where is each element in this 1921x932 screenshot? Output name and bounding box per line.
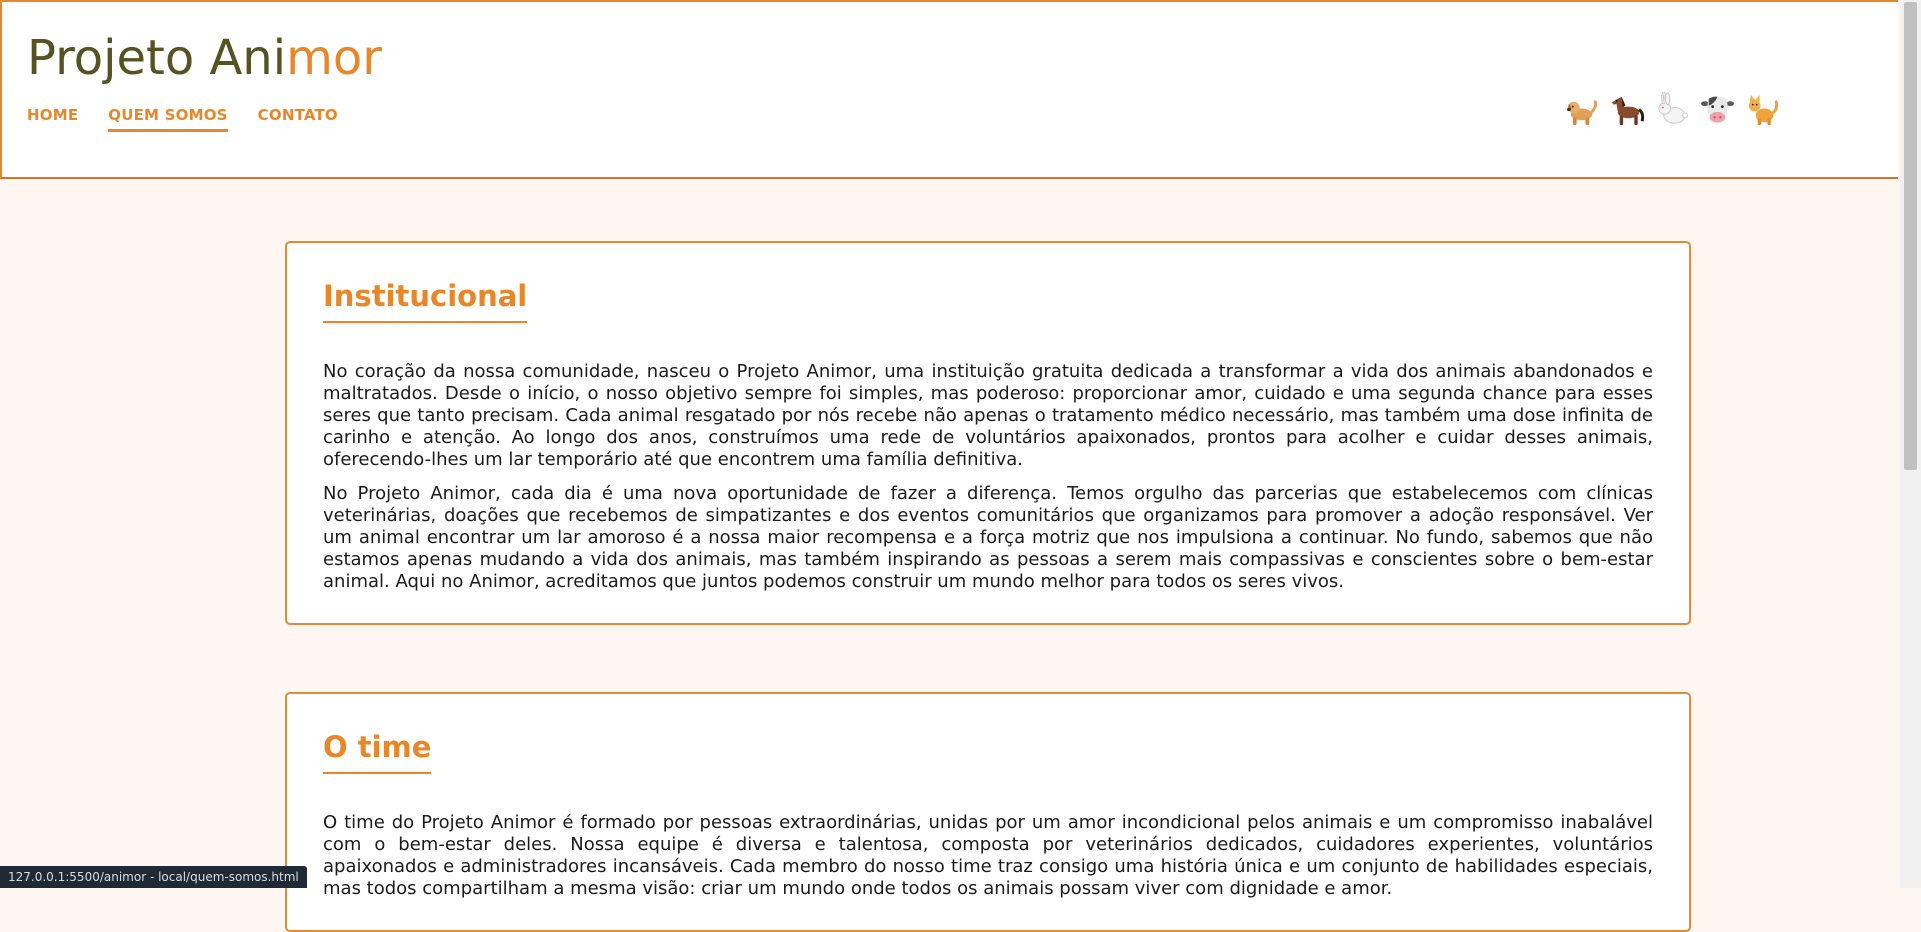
institucional-paragraph: No Projeto Animor, cada dia é uma nova oportunidade de fazer a diferença. Temos orgulho das parcerias que estabelecemos com clínicas veterinárias, doações que recebemos de simpatizantes e dos eventos comunitários que organizamos para promover a adoção responsável. Ver um animal encontrar um lar amoroso é a nossa maior recompensa e a força motriz que nos impulsiona a continuar. No fundo, sabemos que não estamos apenas mudando a vida dos animais, mas também inspirando as pessoas a serem mais compassivas e conscientes sobre o bem-estar animal. Aqui no Animor, acreditamos que juntos podemos construir um mundo melhor para todos os seres vivos. — [323, 483, 1653, 592]
time-section — [285, 692, 1691, 932]
nav-link-quem-somos[interactable]: QUEM SOMOS — [108, 106, 227, 132]
animal-icons-row — [1564, 92, 1781, 127]
time-paragraph: O time do Projeto Animor é formado por pessoas extraordinárias, unidas por um amor incondicional pelos animais e um compromisso inabalável com o bem-estar deles. Nossa equipe é diversa e talentosa, composta por veterinários dedicados, cuidadores experientes, voluntários apaixonados e administradores incansáveis. Cada membro do nosso time traz consigo uma história única e um conjunto de habilidades especiais, mas todos compartilham a mesma visão: criar um mundo onde todos os animais possam viver com dignidade e amor. — [323, 812, 1653, 899]
logo-text-prefix: Projeto Ani — [27, 30, 287, 86]
rabbit-icon — [1654, 92, 1691, 127]
horse-icon — [1609, 92, 1646, 127]
section-title-institucional: Institucional — [323, 279, 527, 323]
vertical-scrollbar[interactable] — [1900, 0, 1921, 888]
institucional-section — [285, 241, 1691, 625]
institucional-paragraph: No coração da nossa comunidade, nasceu o Projeto Animor, uma instituição gratuita dedicada a transformar a vida dos animais abandonados e maltratados. Desde o início, o nosso objetivo sempre foi simples, mas poderoso: proporcionar amor, cuidado e uma segunda chance para esses seres que tanto precisam. Cada animal resgatado por nós recebe não apenas o tratamento médico necessário, mas também uma dose infinita de carinho e atenção. Ao longo dos anos, construímos uma rede de voluntários apaixonados, prontos para acolher e cuidar desses animais, oferecendo-lhes um lar temporário até que encontrem uma família definitiva. — [323, 361, 1653, 470]
site-header — [0, 0, 1898, 179]
nav-link-home[interactable]: HOME — [27, 106, 79, 124]
site-logo[interactable] — [27, 30, 382, 86]
cat-icon — [1744, 92, 1781, 127]
main-nav — [27, 106, 338, 132]
cow-icon — [1699, 92, 1736, 127]
section-title-time: O time — [323, 730, 431, 774]
scrollbar-thumb[interactable] — [1904, 2, 1917, 470]
nav-link-contato[interactable]: CONTATO — [257, 106, 338, 124]
logo-text-accent: mor — [286, 30, 382, 86]
dog-icon — [1564, 92, 1601, 127]
browser-status-bar: 127.0.0.1:5500/animor - local/quem-somos.html — [0, 866, 307, 888]
